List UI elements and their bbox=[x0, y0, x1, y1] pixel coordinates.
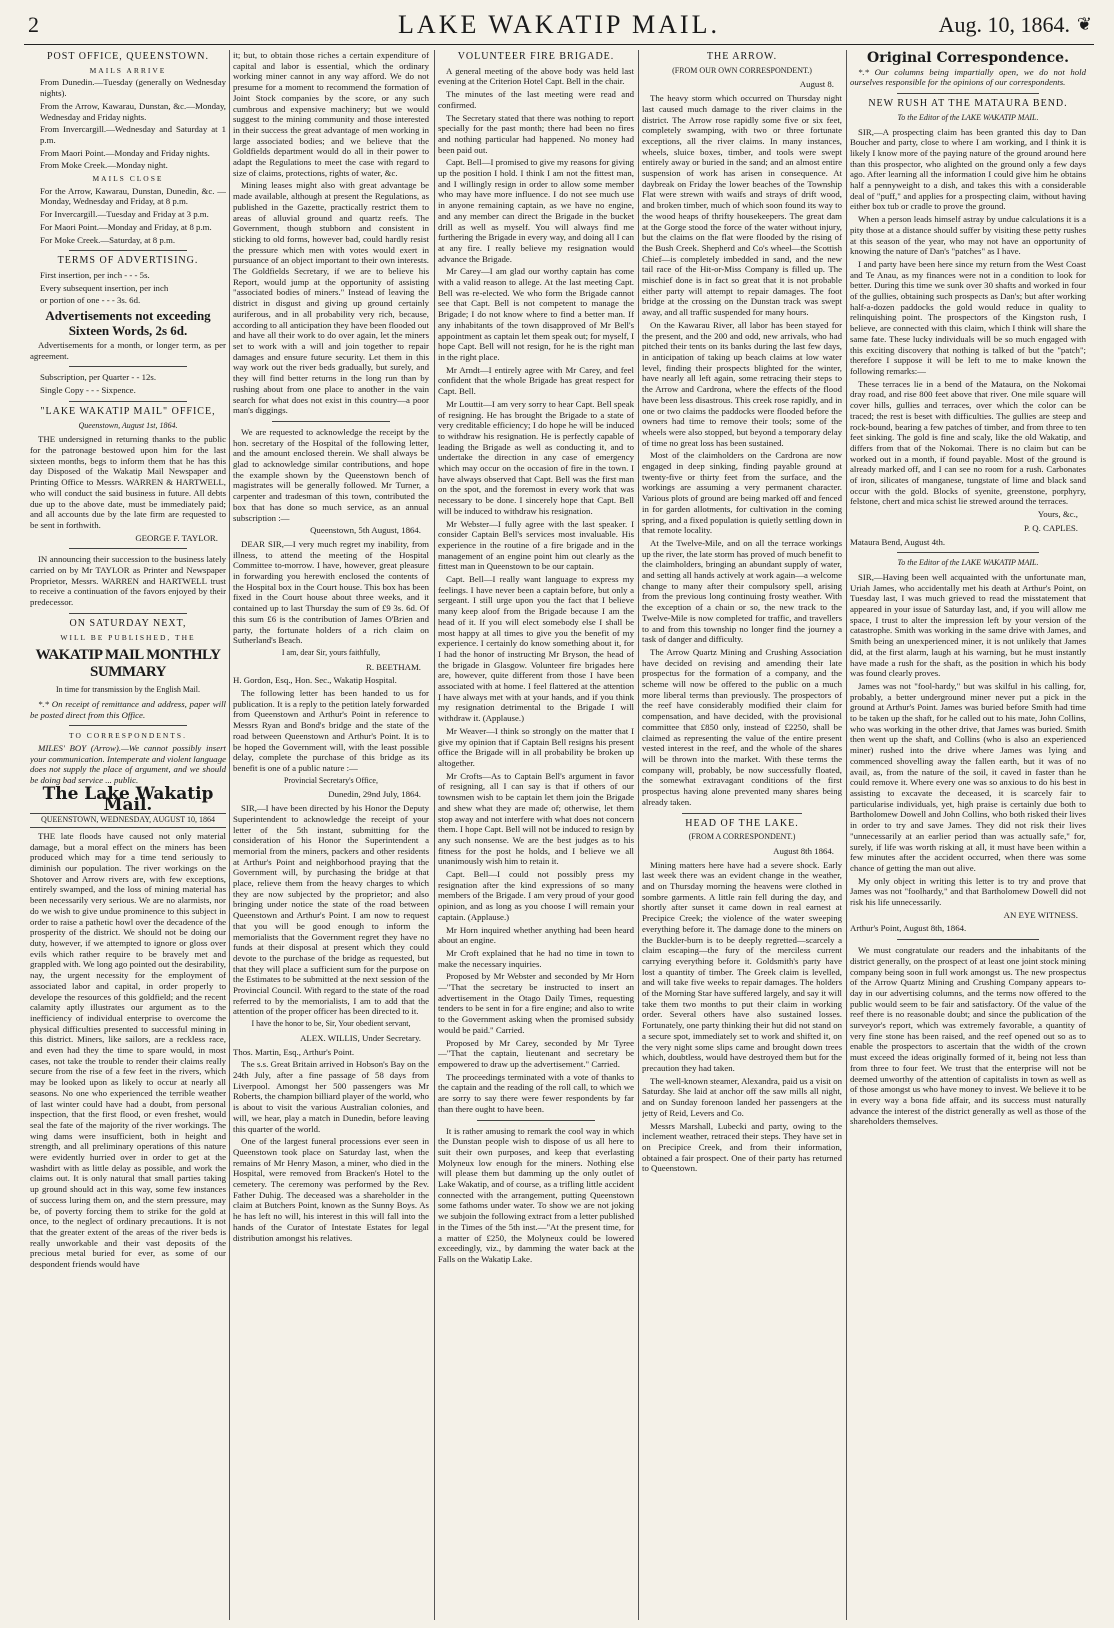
fire-brigade-heading: VOLUNTEER FIRE BRIGADE. bbox=[457, 51, 615, 62]
news-paragraph: The s.s. Great Britain arrived in Hobson's Bay on the 24th July, after a fine passage of 58 days from Liverpool. Amongst her 500 passengers was Mr Roberts, the champion billiard player of the world, who is about to visit the various Australian colonies, and will, we hear, play a match in Dunedin, before leaving this quarter of the world. bbox=[233, 1059, 429, 1134]
letter-addressee: H. Gordon, Esq., Hon. Sec., Wakatip Hospital. bbox=[233, 675, 397, 686]
succession-notice: IN announcing their succession to the business lately carried on by Mr TAYLOR as Printer and Newspaper Proprietor, Messrs. WARREN and HARTWELL trust to receive a continuation of the favors enjoyed by their predecessor. bbox=[30, 554, 226, 608]
article-paragraph: Most of the claimholders on the Cardrona are now engaged in deep sinking, finding payable ground at twenty-five or thirty feet from the surface, and the workings are assuming a very permanent character. Various plots of ground are being marked off and fenced in for garden allotments, for cultivation in the coming spring, and a fixed population is quietly settling down in that remote locality. bbox=[642, 450, 842, 536]
monthly-summary-title: WAKATIP MAIL MONTHLY SUMMARY bbox=[35, 647, 221, 681]
divider bbox=[682, 813, 802, 814]
editorial-text: THE late floods have caused not only material damage, but a moral effect on the miners has been produced which may for a time tend seriously to diminish our population. The river workings on the Shotover and Arrow rivers are, with few exceptions, entirely swamped, and the loss of mining material has been necessarily very serious. We are no alarmists, nor do we wish to give undue prominence to this subject in order to raise a pathetic howl over the decadence of the prosperity of the district. We should not be doing our duty, however, if we attempted to ignore or gloss over evils which rather require to be bravely met and grappled with. We long ago pointed out the desirability, nay, the urgent necessity for the employment of associated labor and capital, in order properly to develope the resources of this goldfield; and the recent calamity aptly illustrates our argument as to the inefficiency of individual enterprise to overcome the physical difficulties presented to successful mining in this district. Miners, like sailors, are a reckless race, and even had they the time to spare would, in most cases, not take the trouble to render their claims really secure from the rise of a few feet in the rivers, which may be looked upon as likely to occur at nearly all seasons. No one who experienced the terrible weather of last winter could have had a doubt, from personal inspection, that the first flood, or even freshet, would seal the fate of the majority of the river workings. The wing dams were insufficient, both in height and strength, and all preliminary operations of this nature were evidently hurried over in order to get at the washdirt with as little delay as possible, and work the claims out. It is only natural that small parties taking up ground should act in this way, some few instances of success luring them on, and the stern pressure, may be, of poverty forcing them to strike for the gold at once, to the neglect of ordinary precautions. It is not that the greater extent of the areas of the river beds is really unworkable and their vast deposits of the precious metal buried for ever, as some of our despondent friends would have bbox=[30, 830, 226, 1270]
column-5 bbox=[850, 50, 1086, 1620]
divider bbox=[69, 366, 187, 367]
article-paragraph: The proceedings terminated with a vote of thanks to the captain and the reading of the roll call, to which we are sorry to say there were fewer respondents by far than there ought to have been. bbox=[438, 1071, 634, 1114]
single-copy-line: Single Copy - - - Sixpence. bbox=[40, 385, 136, 396]
divider bbox=[69, 548, 187, 549]
summary-note: *.* On receipt of remittance and address, paper will be posted direct from this Office. bbox=[30, 698, 226, 720]
terms-line: or portion of one - - - 3s. 6d. bbox=[40, 295, 141, 306]
article-paragraph: At the Twelve-Mile, and on all the terrace workings up the river, the late storm has proved of much benefit to the claimholders, bringing an abundant supply of water, and setting all hands actively at work again—a welcome change to many after their compulsory spell, arising from the previous long continuing frosty weather. With the exception of a chain or so, the new track to the Twelve-Mile is now completed for traffic, and travellers to and from this township no longer find the journey a task of danger and difficulty. bbox=[642, 537, 842, 645]
mail-line: From the Arrow, Kawarau, Dunstan, &c.—Monday, Wednesday and Friday nights. bbox=[40, 100, 226, 122]
subscription-line: Subscription, per Quarter - - 12s. bbox=[40, 372, 157, 383]
column-rule bbox=[638, 50, 639, 1620]
paper-nameplate: The Lake Wakatip Mail. bbox=[42, 783, 214, 815]
letter-date: Dunedin, 29nd July, 1864. bbox=[328, 789, 421, 800]
article-paragraph: Capt. Bell—I could not possibly press my resignation after the kind expressions of so many members of the Brigade. I am very proud of your good opinion, and as long as you choose I will remain your captain. (Applause.) bbox=[438, 869, 634, 922]
office-notice: THE undersigned in returning thanks to the public for the patronage bestowed upon him for the last sixteen months, begs to inform them that he has this day Disposed of the Wakatip Mail Newspaper and Printing Office to Messrs. WARREN & HARTWELL, who will conduct the said business in future. All debts due up to the above date, must be immediately paid; and all accounts due by the late firm are requested to be sent in forthwith. bbox=[30, 434, 226, 530]
article-paragraph: Proposed by Mr Carey, seconded by Mr Tyree—"That the captain, lieutenant and secretary be empowered to draw up the advertisement." Carried. bbox=[438, 1037, 634, 1069]
letter-close: Yours, &c., bbox=[1037, 509, 1078, 520]
adv-big-text: Advertisements not exceeding Sixteen Words, 2s 6d. bbox=[45, 308, 211, 339]
arrow-date: August 8. bbox=[799, 79, 834, 90]
editorial-paragraph: Mining leases might also with great advantage be made available, although at present the Regulations, as published in the Gazette, practically restrict them to areas of alluvial ground and quartz reefs. The Government, though stubborn and consistent in sticking to old forms, however bad, could hardly resist the pressure which men with votes would exert in pursuance of an object important to their own interests. The Goldfields Secretary, if we are to believe his Report, would jump at the opportunity of assisting "associated bodies of miners." Instead of leaving the district in disgust and giving up ground certainly auriferous, and in all probability very rich, because, according to all anticipation they have been flooded out and have all their work to do over again, let the miners set to work with a will and join together to repair damages and ensure future security. Let them in this way work out the river beds gradually, but surely, and they will find better returns in the long run than by rushing about from one place to another in the vain search for what does not exist in this country—a poor man's diggings. bbox=[233, 180, 429, 416]
article-paragraph: It is rather amusing to remark the cool way in which the Dunstan people wish to dispose of us all here to suit their own purposes, and keep that everlasting Molyneux low enough for the miners. Nothing else will please them but damming up the only outlet of Lake Wakatip, and of course, as a trifling little accident connected with the arrangement, putting Queenstown some fathoms under water. To show we are not joking we subjoin the following extract from a letter published in the Times of the 5th inst.—"At the present time, for a matter of £250, the Molyneux could be lowered exceedingly, viz., by damming the water back at the Falls on the Wakatip Lake. bbox=[438, 1125, 634, 1264]
correspondents-heading: TO CORRESPONDENTS. bbox=[69, 731, 187, 741]
head-of-lake-heading: HEAD OF THE LAKE. bbox=[685, 817, 799, 829]
saturday-heading: ON SATURDAY NEXT, bbox=[69, 617, 187, 629]
column-rule bbox=[846, 50, 847, 1620]
mail-line: For Invercargill.—Tuesday and Friday at 3 p.m. bbox=[40, 209, 209, 220]
letter-paragraph: SIR,—A prospecting claim has been granted this day to Dan Boucher and party, close to where I am working, and I think it is likely I know more of the paying nature of the ground around here than this prospector, who alighted on the ground only a few days ago. After learning all the information I could give him he obtains half a pennyweight to a dish, and takes this with a considerable deal of "puff," and applies for a prospecting claim, without having either box tub or cradle to prove the ground. bbox=[850, 126, 1086, 212]
mail-line: For the Arrow, Kawarau, Dunstan, Dunedin, &c. —Monday, Wednesday and Friday, at 8 p.m. bbox=[40, 185, 226, 207]
divider bbox=[272, 421, 390, 422]
page-number: 2 bbox=[28, 12, 39, 37]
mail-line: From Dunedin.—Tuesday (generally on Wednesday nights). bbox=[40, 77, 226, 99]
letter-place: Queenstown, 5th August, 1864. bbox=[310, 525, 421, 536]
fleuron-icon: ❦ bbox=[1076, 14, 1092, 34]
head-of-lake-date: August 8th 1864. bbox=[773, 845, 834, 856]
article-paragraph: A general meeting of the above body was held last evening at the Criterion Hotel Capt. Bell in the chair. bbox=[438, 65, 634, 87]
mail-line: For Moke Creek.—Saturday, at 8 p.m. bbox=[40, 234, 176, 245]
column-2 bbox=[233, 50, 429, 1620]
mail-line: For Maori Point.—Monday and Friday, at 8 p.m. bbox=[40, 221, 212, 232]
letter-addressee: To the Editor of the LAKE WAKATIP MAIL. bbox=[897, 112, 1039, 122]
letter-paragraph: SIR,—Having been well acquainted with the unfortunate man, Uriah James, who accidentally met his death at Arthur's Point, on Tuesday last, I was much grieved to read the misstatement that appeared in your issue of Saturday last, and, if you will allow me space, I trust to alter the impression left by your version of the catastrophe. Smith was working in the same drive with James, and Smith being an unexperienced miner, it is not unlikely that James did, at the first alarm, laugh at his warning, but he must instantly have made a rush for the shaft, as the position in which his body was found clearly proves. bbox=[850, 571, 1086, 679]
article-paragraph: Mr Webster—I fully agree with the last speaker. I consider Captain Bell's services most invaluable. His experience in the routine of a fire brigade and in the management of an engine point him out clearly as the fittest man in Queenstown to be our captain. bbox=[438, 518, 634, 572]
article-paragraph: The well-known steamer, Alexandra, paid us a visit on Saturday. She laid at anchor off the saw mills all night, and on Sunday forenoon landed her passengers at the jetty of Reid, Levers and Co. bbox=[642, 1075, 842, 1118]
article-paragraph: Mr Carey—I am glad our worthy captain has come with a valid reason to allege. At the last meeting Capt. Bell was re-elected. We who form the Brigade cannot see that Capt. Bell is not competent to manage the Brigade; I do not know where to find a better man. If any inhabitants of the town disapproved of Mr Bell's appointment as captain let them speak out; for myself, I hope Capt. Bell will not resign, for he is the right man in the right place. bbox=[438, 266, 634, 362]
office-heading: "LAKE WAKATIP MAIL" OFFICE, bbox=[40, 405, 216, 417]
article-paragraph: Mr Croft explained that he had no time in town to make the necessary inquiries. bbox=[438, 947, 634, 969]
letter-signature: ALEX. WILLIS, Under Secretary. bbox=[300, 1032, 421, 1043]
article-paragraph: The Arrow Quartz Mining and Crushing Association have decided on revising and amending their late prospectus for the formation of a company, and the scheme will now be offered to the public on a much more liberal terms than previously. The prospectors of the reef have considerably modified their claim for compensation, and have decided, with the provisional committee that £850 only, instead of £2250, shall be claimed as representing the value of the entire present vested interest in the reef, and the whole of the shares will be thrown into the market. With these terms the company will, probably, be now successfully floated, the somewhat extravagant conditions of the first prospectus having alone prevented many shares being already taken. bbox=[642, 646, 842, 807]
editorial-continued: it; but, to obtain those riches a certain expenditure of capital and labor is essential, which the ordinary working miner cannot in any way afford. We do not presume for a moment to recommend the formation of Joint Stock companies by the score, or any such cumbrous and expensive machinery; but we would suggest to the mining community and those interested in their success the great advantage of men working in large associated bodies; and we believe that the Goldfields department would do all in their power to adapt the Regulations to meet the case with regard to size of claims, protections, rights of water, &c. bbox=[233, 50, 429, 178]
divider bbox=[69, 401, 187, 402]
letter-place: Arthur's Point, August 8th, 1864. bbox=[850, 923, 967, 934]
divider bbox=[69, 725, 187, 726]
divider bbox=[897, 552, 1039, 553]
terms-line: First insertion, per inch - - - 5s. bbox=[40, 269, 150, 280]
article-paragraph: Mr Louttit—I am very sorry to hear Capt. Bell speak of resigning. He has brought the Brigade to a state of very creditable efficiency; I do hope he will be induced to withdraw his resignation. He is perfectly capable of leading the Brigade as well as conducting it, and to undertake the direction in any case of emergency which may occur on the occasion of fire in the town. I have always observed that Capt. Bell was the first man on the spot, and the foremost in every work that was necessary to be done. I sincerely hope that Capt. Bell will be induced to withdraw his resignation. bbox=[438, 398, 634, 516]
article-paragraph: The Secretary stated that there was nothing to report specially for the past month; there had been no fires and nothing particular had happened. No money had been paid out. bbox=[438, 112, 634, 155]
divider bbox=[69, 613, 187, 614]
article-paragraph: Mr Horn inquired whether anything had been heard about an engine. bbox=[438, 924, 634, 946]
mail-line: From Invercargill.—Wednesday and Saturday at 1 p.m. bbox=[40, 124, 226, 145]
column-rule bbox=[434, 50, 435, 1620]
correspondence-disclaimer: *.* Our columns being impartially open, we do not hold ourselves responsible for the opinions of our correspondents. bbox=[850, 66, 1086, 88]
article-paragraph: Capt. Bell—I promised to give my reasons for giving up the position I hold. I think I am not the fittest man, and I willingly resign in order to allow some member who may have more influence. I do not see much use in anyone remaining captain, as we have no engine, and any member can direct the Brigade in the bucket drill as well as myself. You will always find me furthering the Brigade in every way, and doing all I can at any fire. I really believe my resignation would advance the Brigade. bbox=[438, 157, 634, 264]
terms-line: Every subsequent insertion, per inch bbox=[40, 282, 169, 293]
hospital-paragraph: We are requested to acknowledge the receipt by the hon. secretary of the Hospital of the following letter, and the amount enclosed therein. We shall always be glad to acknowledge similar contributions, and hope the example shown by the Queenstown bench of magistrates will be generally followed. Mr Turner, a carpenter and tradesman of this town, contributed the box that has done so much service, as an annual subscription :— bbox=[233, 426, 429, 523]
article-paragraph: Mr Crofts—As to Captain Bell's argument in favor of resigning, all I can say is that if others of our townsmen wish to be captain let them join the Brigade and shew what they are made of; otherwise, let them stop away and not interfere with what does not concern them. I hope Capt. Bell will not be induced to resign by any such nonsense. We are the best judges as to his fitness for the post he holds, and I believe we all unanimously wish him to retain it. bbox=[438, 770, 634, 867]
letter-body: SIR,—I have been directed by his Honor the Deputy Superintendent to acknowledge the receipt of your letter of the 5th instant, submitting for the consideration of his Honor the Superintendent a memorial from the miners, packers and other residents at Arthur's Point and neighborhood praying that the Government will, by purchasing the bridge at that place, relieve them from the heavy charges to which they are now subjected by the proprietor; and also bringing under notice the state of the road between Queenstown and Arthur's Point. I am now to request that you will be good enough to inform the memorialists that the Government regret they have no funds at their disposal at present which they could devote to the purchase of the bridge as requested, but that they will place a sufficient sum for the purpose on the Estimates to be submitted at the next session of the Provincial Council. With regard to the state of the road referred to by the memorialists, I am to add that the attention of the proper officer has been directed to it. bbox=[233, 803, 429, 1017]
letter-signature: AN EYE WITNESS. bbox=[1003, 909, 1078, 920]
letter-signature: R. BEETHAM. bbox=[366, 661, 421, 672]
news-paragraph: One of the largest funeral processions ever seen in Queenstown took place on Saturday last, when the remains of Mr Henry Mason, a miner, who died in the Hospital, were removed from Bracken's Hotel to the cemetery. The ceremony was performed by the Rev. Father Duhig. The deceased was a shareholder in the claim at Butchers Point, known as the Sunny Boys. As he has left no will, his interest in this will fall into the hands of the Curator of Intestate Estates for legal distribution amongst his relatives. bbox=[233, 1136, 429, 1243]
adv-month-text: Advertisements for a month, or longer term, as per agreement. bbox=[30, 340, 226, 361]
mails-arrive-heading: MAILS ARRIVE bbox=[89, 65, 167, 75]
head-of-lake-subheading: (FROM A CORRESPONDENT.) bbox=[688, 832, 796, 842]
arrow-heading: THE ARROW. bbox=[706, 51, 778, 62]
column-4 bbox=[642, 50, 842, 1620]
page-date: Aug. 10, 1864. bbox=[938, 12, 1070, 37]
will-be-published: WILL BE PUBLISHED, THE bbox=[60, 632, 196, 642]
article-paragraph: Mining matters here have had a severe shock. Early last week there was an evident change in the weather, and on Thursday morning the heavens were clothed in sombre garments. A little rain fell during the day, and shortly after sunset it came down in real earnest at Precipice Creek; the violence of the water sweeping everything before it. The damage done to the miners on the Buckler-burn is to be deeply regretted—scarcely a claim escaping—the fury of the merciless current carrying everything before it. Goldsmith's party have lost a quantity of timber. The Greek claim is levelled, and will take five weeks to repair damages. The holders of the Morning Star have suffered largely, and say it will take them two months to put their claim in working order. Several others have also sustained losses. Fortunately, one party thinking their hut did not stand on a secure spot, immediately set to work and shifted it, on the very night some slips came and brought down trees which, doubtless, would have destroyed them but for the precaution they had taken. bbox=[642, 859, 842, 1073]
divider bbox=[69, 250, 187, 251]
summary-subline: In time for transmission by the English Mail. bbox=[56, 685, 200, 695]
article-paragraph: The minutes of the last meeting were read and confirmed. bbox=[438, 89, 634, 110]
article-paragraph: Mr Arndt—I entirely agree with Mr Carey, and feel confident that the whole Brigade has great respect for Capt. Bell. bbox=[438, 364, 634, 397]
mail-line: From Moke Creek.—Monday night. bbox=[40, 160, 168, 171]
page-title: LAKE WAKATIP MAIL. bbox=[398, 10, 720, 39]
letter-paragraph: These terraces lie in a bend of the Mataura, on the Nokomai dray road, and rise 800 feet above that river. One mile square will cover hills, gullies and terraces, over which the color can be traced; the rest is beset with difficulties. The gullies are steep and rock-bound, bearing a few patches of timber, and from three to ten feet sinking. The gold is fine and scaly, like the old Wakatip, and differs from that of the Nokomai. There is no claim but can be worked out in a month, if found payable. Most of the ground is already marked off, and I can see no room for a rush. Carbonates of iron, silicates of manganese, tungstate of lime and black sand occur with the gold. Blocks of syenite, greenstone, porphyry, felstone, chert and mica schist lie strewed around the terraces. bbox=[850, 378, 1086, 507]
office-signature: GEORGE F. TAYLOR. bbox=[135, 532, 218, 543]
article-paragraph: Mr Weaver—I think so strongly on the matter that I give my opinion that if Captain Bell resigns his present office the Brigade will in all probability be broken up altogether. bbox=[438, 725, 634, 768]
correspondents-text: MILES' BOY (Arrow).—We cannot possibly insert your communication. Intemperate and violent language does not supply the place of argument, and we should be doing bad service ... public. bbox=[30, 743, 226, 786]
article-paragraph: Capt. Bell—I really want language to express my feelings. I have never been a captain before, but only a sergeant. I still urge upon you the fact that I believe many keep aloof from the Brigade because I am the head of it. If you will elect somebody else I shall be most happy at all times to give you the benefit of my experience. I certainly do know something about it, for I had the honor of instructing Mr Bryson, the head of the brigade in Glasgow. Volunteer fire brigades here are, however, quite different from those I have been associated with at home. I feel flattered at the attention I have always met with at your hands, and if you think my resignation detrimental to the Brigade I will withdraw it. (Applause.) bbox=[438, 574, 634, 724]
column-rule bbox=[229, 50, 230, 1620]
article-paragraph: On the Kawarau River, all labor has been stayed for the present, and the 200 and odd, new arrivals, who had pitched their tents on its banks during the last few days, in anticipation of taking up beach claims at low water level, finding their prospects blighted for the winter, have nearly all left again, some retracing their steps to the Arrow and Cardrona, where the effects of the flood have been less disastrous. This creek rose rapidly, and in one or two claims the paddocks were flooded before the owners had time to remove their tools; some of the wheels were also stopped, but beyond a temporary delay of time no great loss has been sustained. bbox=[642, 319, 842, 448]
article-paragraph: Proposed by Mr Webster and seconded by Mr Horn—"That the secretary be instructed to insert an advertisement in the Otago Daily Times, requesting tenders to be sent in for a fire engine; and also to write to the Government asking when the promised subsidy would be paid." Carried. bbox=[438, 971, 634, 1035]
letter-addressee: Thos. Martin, Esq., Arthur's Point. bbox=[233, 1046, 355, 1057]
letter-paragraph: James was not "fool-hardy," but was skilful in his calling, for, probably, a better underground miner never put a pick in the ground at Arthur's Point. James was buried before Smith had time to be taken up the shaft, for he called out to his mate, John Collins, who was working in the other drive, that James was buried. Smith then went up the shaft, and Collins (who is also an experienced miner) rushed into the drive where James was lying and commenced shovelling away the fallen earth, but it was of no avail, as, from the nature of the soil, it caved in faster than he could remove it. Where every one was so anxious to do his best in assisting to excavate the deceased, it is scarcely fair to particularise individuals, yet, high praise is certainly due both to Bartholomew Dowell and John Collins, who both risked their lives in order to try and save James. They did not risk their lives "unnecessarily at an earlier period than was actually safe," for, surely, if life was worth risking at all, it must have been within a few minutes after the accident occurred, when there was some chance of getting the man out alive. bbox=[850, 680, 1086, 873]
divider bbox=[897, 939, 1039, 940]
masthead bbox=[24, 10, 1094, 45]
mail-line: From Maori Point.—Monday and Friday nights. bbox=[40, 147, 210, 158]
letter-paragraph: I and party have been here since my return from the West Coast and Te Anau, as my finances were not in a condition to look for better. During this time we sunk over 30 shafts and worked in four of the gullies, obtaining such prospects as Dan's; but after working half-a-dozen paddocks the gold would reduce in quality to relinquishing point. The prospectors of the Kingston rush, I believe, are connected with this claim, which I think will share the same fate. These lucky individuals will be so much engaged with this exciting discovery that nothing is talked of but the "patch"; therefore I suppose it will be left to me to make known the following remarks:— bbox=[850, 258, 1086, 376]
letter-paragraph: When a person leads himself astray by undue calculations it is a pity those at a distance should suffer by visiting these petty rushes at this season of the year, who may not have an opportunity of knowing the nature of Dan's "patches" as I have. bbox=[850, 214, 1086, 257]
letter-place: Mataura Bend, August 4th. bbox=[850, 536, 946, 547]
correspondence-heading: Original Correspondence. bbox=[867, 50, 1069, 66]
letter-close: I have the honor to be, Sir, Your obedient servant, bbox=[251, 1019, 411, 1029]
letter-paragraph: My only object in writing this letter is to try and prove that James was not "foolhardy," and that Bartholomew Dowell did not risk his life unnecessarily. bbox=[850, 875, 1086, 908]
letter-close: I am, dear Sir, yours faithfully, bbox=[281, 647, 381, 657]
letter-signature: P. Q. CAPLES. bbox=[1023, 522, 1078, 533]
article-paragraph: The heavy storm which occurred on Thursday night last caused much damage to the river claims in the district. The Arrow rose rapidly some five or six feet, completely swamping, with two or three fortunate exceptions, all the river claims. In many instances, wheels, sluice boxes, timber, and tools were swept entirely away or buried in the sand; and an almost entire suspension of work has arisen in consequence. At daybreak on Friday the lower beaches of the Township Flat were strewn with waifs and strays of drift wood, and broken timber, much of which soon found its way to the wood heaps of thrifty housekeepers. The great dam at the Gorge stood the force of the water without injury, but the claims on the flat were flooded by the rising of the Bush Creek. Shepherd and Co's wheel—the Scottish Chief—is completely imbedded in sand, and the new tail race of the Hit-or-Miss Company is filled up. The mischief done is in fact so great that it is not probable either party will attempt to repair damages. The foot bridge at the crossing on the Dunstan track was swept away, and all traffic suspended for many hours. bbox=[642, 93, 842, 318]
letter-body: DEAR SIR,—I very much regret my inability, from illness, to attend the meeting of the Hospital Committee to-morrow. I have, however, great pleasure in forwarding you herewith enclosed the contents of the Hospital box in the Court house. This box has been fixed in the Court house about three weeks, and it contained up to last Thursday the sum of £9 3s. 6d. Of this sum £6 is the contribution of James O'Brien and party, the fortunate holders of a rich claim on Sutherland's Beach. bbox=[233, 538, 429, 646]
bridge-paragraph: The following letter has been handed to us for publication. It is a reply to the petition lately forwarded from Queenstown and Arthur's Point in reference to Messrs Ryan and Bond's bridge and the state of the road between Queenstown and Arthur's Point. It is to be hoped the Government will, with the least possible delay, complete the purchase of this bridge as its benefit is one of a public nature :— bbox=[233, 688, 429, 773]
divider bbox=[477, 1120, 595, 1121]
dateline: QUEENSTOWN, WEDNESDAY, AUGUST 10, 1864 bbox=[30, 813, 226, 828]
article-paragraph: Messrs Marshall, Lubecki and party, owing to the inclement weather, retraced their steps. They have set in on Precipice Creek, and from their information, obtained a fair prospect. One of their party has returned to Queenstown. bbox=[642, 1120, 842, 1174]
post-office-heading: POST OFFICE, QUEENSTOWN. bbox=[47, 51, 209, 62]
letter-office: Provincial Secretary's Office, bbox=[284, 775, 378, 785]
letter-addressee: To the Editor of the LAKE WAKATIP MAIL. bbox=[897, 558, 1039, 568]
mails-close-heading: MAILS CLOSE bbox=[92, 174, 164, 184]
closing-paragraph: We must congratulate our readers and the inhabitants of the district generally, on the prospect of at least one joint stock mining company being soon in full work amongst us. The new prospectus of the Arrow Quartz Mining and Crushing Company appears to-day in our advertising columns, and the terms now offered to the public would seem to be fair and satisfactory. Of the value of the reef there is no reasonable doubt; and since the publication of the surveyor's report, which was extremely favorable, a quantity of very fine stone has been raised, and the reef opened out so as to enable the prospectors to ascertain that the width of the crown must exceed the ideas originally formed of it, being not less than from three to four feet. We trust that the enterprise will not be deemed unworthy of the attention of capitalists in town as well as of those amongst us who have money to invest. We believe it to be in every way a bona fide affair, and its success must naturally advance the interest of the district generally as well as those of the shareholders themselves. bbox=[850, 945, 1086, 1127]
arrow-subheading: (FROM OUR OWN CORRESPONDENT.) bbox=[672, 65, 812, 75]
mataura-heading: NEW RUSH AT THE MATAURA BEND. bbox=[868, 98, 1068, 110]
divider bbox=[897, 93, 1039, 94]
column-3 bbox=[438, 50, 634, 1620]
column-1 bbox=[30, 50, 226, 1620]
office-date: Queenstown, August 1st, 1864. bbox=[78, 420, 178, 430]
terms-heading: TERMS OF ADVERTISING. bbox=[57, 255, 199, 267]
